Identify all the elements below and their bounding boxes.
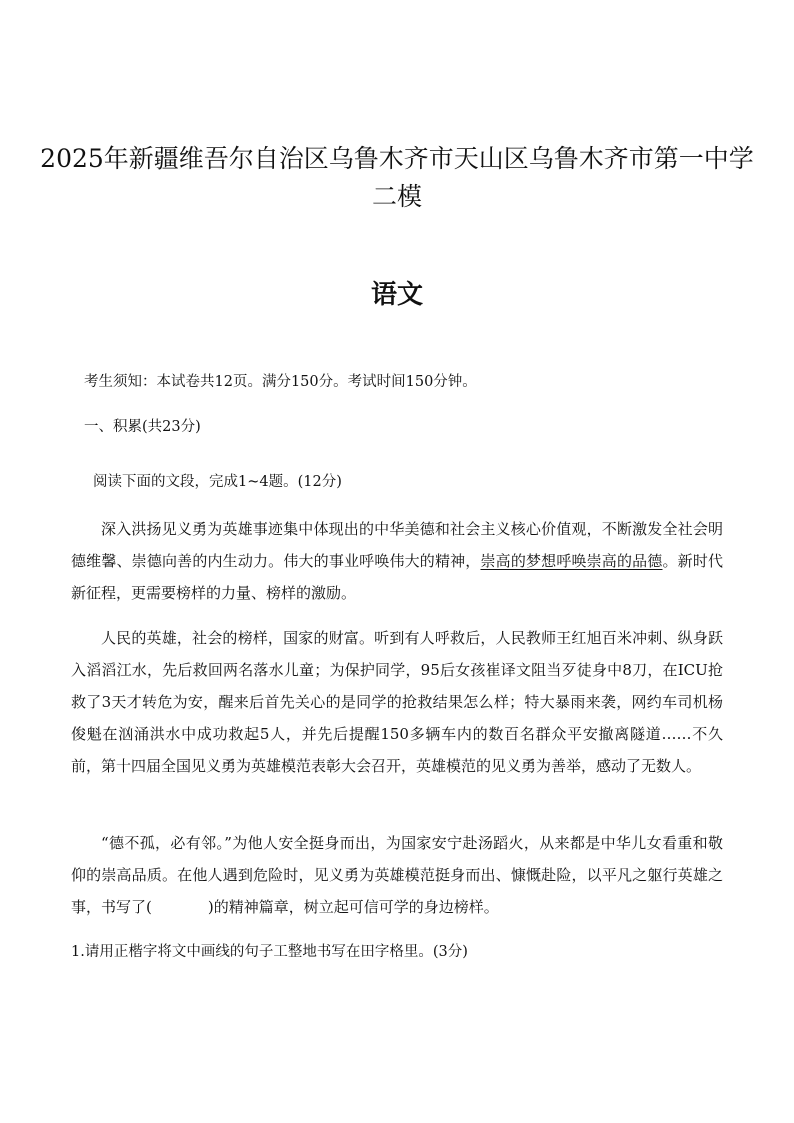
passage-paragraph-3 [71, 827, 723, 923]
exam-notice: 考生须知：本试卷共12页。满分150分。考试时间150分钟。 [84, 374, 477, 390]
question-1: 1.请用正楷字将文中画线的句子工整地书写在田字格里。(3分) [71, 944, 468, 960]
passage-paragraph-3-end: )的精神篇章，树立起可信可学的身边榜样。 [207, 898, 499, 916]
exam-title: 2025年新疆维吾尔自治区乌鲁木齐市天山区乌鲁木齐市第一中学二模 [40, 144, 754, 211]
reading-instruction: 阅读下面的文段，完成1~4题。(12分) [93, 474, 342, 490]
passage-paragraph-1-text: 深入洪扬见义勇为英雄事迹集中体现出的中华美德和社会主义核心价值观，不断激发全社会明德维馨、崇德向善的内生动力。伟大的事业呼唤伟大的精神， [71, 520, 723, 570]
subject-heading: 语文 [370, 280, 423, 310]
passage-paragraph-2: 人民的英雄，社会的榜样，国家的财富。听到有人呼救后，人民教师王红旭百米冲刺、纵身跃入滔滔江水，先后救回两名落水儿童；为保护同学，95后女孩崔译文阻当歹徒身中8刀，在ICU抢救了3天才转危为安，醒来后首先关心的是同学的抢救结果怎么样；特大暴雨来袭，网约车司机杨俊魁在汹涌洪水中成功救起5人，并先后提醒150多辆车内的数百名群众平安撤离隧道……不久前，第十四届全国见义勇为英雄模范表彰大会召开，英雄模范的见义勇为善举，感动了无数人。 [71, 629, 723, 775]
underlined-sentence: 崇高的梦想呼唤崇高的品德 [480, 552, 663, 570]
passage-paragraph-3-text: “德不孤，必有邻。”为他人安全挺身而出，为国家安宁赴汤蹈火，从来都是中华儿女看重和敬仰的崇高品质。在他人遇到危险时，见义勇为英雄模范挺身而出、慷慨赴险，以平凡之躯行英雄之事，书写了( [71, 834, 723, 916]
passage-paragraph-1 [71, 513, 723, 609]
passage-paragraph-1-end: 。新时代新征程，更需要榜样的力量、榜样的激励。 [71, 552, 723, 602]
section-heading: 一、积累(共23分) [84, 419, 201, 435]
